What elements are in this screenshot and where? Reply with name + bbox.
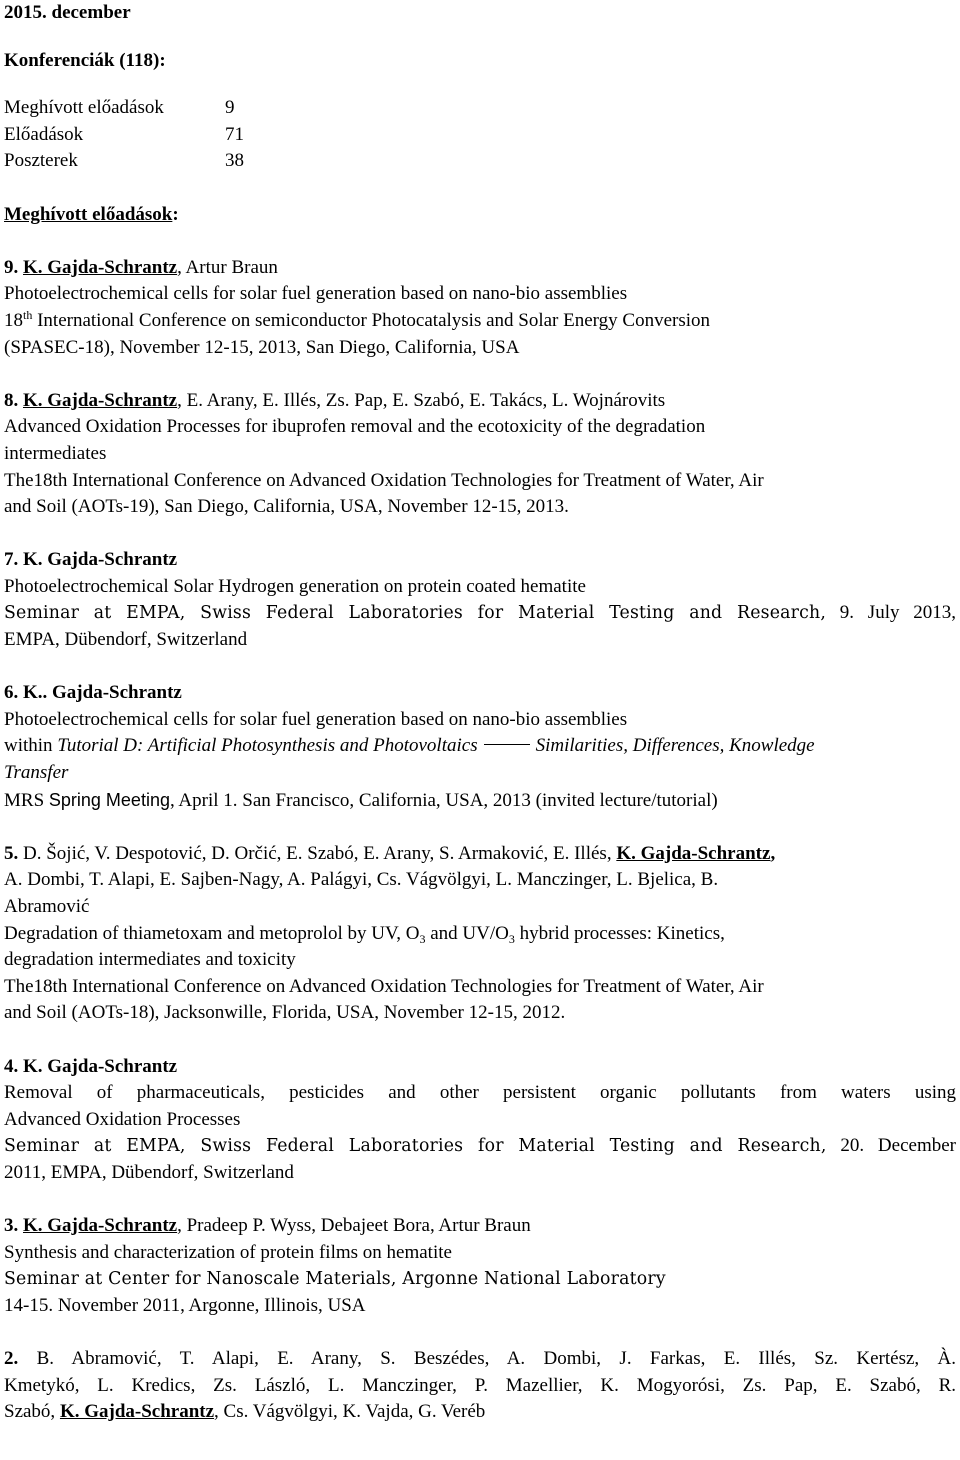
tutorial-subtitle: Similarities, Differences, Knowledge [535,735,815,757]
entry-meeting [4,787,956,815]
subscript: 3 [419,931,426,946]
entry-authors-cont [4,1399,956,1426]
count-label: Előadások [4,123,84,145]
invited-section-heading [4,202,956,229]
ordinal-suffix: th [23,307,33,322]
entry-title: Removal of pharmaceuticals, pesticides and other persistent organic pollutants from waters using [4,1082,956,1104]
subscript: 3 [508,931,515,946]
entry-number: 2. [4,1348,19,1370]
entry-number: 8. [4,389,23,411]
section-title: Meghívott előadások [4,203,173,225]
entry-conference: The18th International Conference on Advanced Oxidation Technologies for Treatment of Water, Air [4,469,764,491]
conf-name: International Conference on semiconductor Photocatalysis and Solar Energy Conversion [32,309,711,331]
entry-title-cont: intermediates [4,442,107,464]
section-title-colon: : [172,203,179,225]
highlighted-author: K. Gajda-Schrantz [23,256,178,278]
co-authors: , Cs. Vágvölgyi, K. Vajda, G. Veréb [214,1401,486,1423]
entry-2 [4,1346,956,1426]
entry-title: Photoelectrochemical Solar Hydrogen generation on protein coated hematite [4,575,586,597]
entry-venue-cont: 2011, EMPA, Dübendorf, Switzerland [4,1161,294,1183]
entry-authors [4,1346,956,1373]
co-authors: , Artur Braun [177,256,278,278]
meeting-date-location: , April 1. San Francisco, California, USA, 2013 (invited lecture/tutorial) [169,789,718,811]
count-row-posters [4,148,956,175]
tutorial-name: Tutorial D: Artificial Photosynthesis and Photovoltaics [57,735,478,757]
entry-6 [4,680,956,814]
entry-title [4,921,956,948]
entry-tutorial [4,733,956,760]
count-value: 9 [225,97,235,119]
entry-7 [4,547,956,653]
co-authors: Szabó, [4,1401,60,1423]
entry-conference-cont: (SPASEC-18), November 12-15, 2013, San Diego, California, USA [4,336,520,358]
entry-conference: The18th International Conference on Advanced Oxidation Technologies for Treatment of Water, Air [4,975,764,997]
venue-date: 20. December [826,1135,956,1157]
highlighted-author: K. Gajda-Schrantz [23,389,178,411]
entry-title: Photoelectrochemical cells for solar fuel generation based on nano-bio assemblies [4,283,628,305]
entry-conference-cont: and Soil (AOTs-19), San Diego, California, USA, November 12-15, 2013. [4,496,569,518]
entry-authors: 7. K. Gajda-Schrantz [4,549,178,571]
co-authors: , E. Arany, E. Illés, Zs. Pap, E. Szabó, E. Takács, L. Wojnárovits [177,389,666,411]
em-dash [484,744,530,745]
co-authors: B. Abramović, T. Alapi, E. Arany, S. Beszédes, A. Dombi, J. Farkas, E. Illés, Sz. Kertész, À. [18,1348,956,1370]
entry-title: Photoelectrochemical cells for solar fuel generation based on nano-bio assemblies [4,708,628,730]
entry-5 [4,841,956,1027]
document-date: 2015. december [4,2,131,23]
highlighted-author: K. Gajda-Schrantz [59,1401,215,1423]
co-authors: D. Šojić, V. Despotović, D. Orčić, E. Szabó, E. Arany, S. Armaković, E. Illés, [18,842,617,864]
count-row-invited [4,95,956,122]
co-authors: , Pradeep P. Wyss, Debajeet Bora, Artur Braun [177,1215,531,1237]
venue-name: Seminar at EMPA, Swiss Federal Laboratories for Material Testing and Research, [4,603,827,624]
title-part: hybrid processes: Kinetics, [514,922,725,944]
venue-date: 9. July 2013, [826,602,956,624]
entry-number: 5. [4,842,19,864]
entry-title: Synthesis and characterization of protein films on hematite [4,1241,452,1263]
within-text: within [4,735,58,757]
venue-name: Seminar at EMPA, Swiss Federal Laboratories for Material Testing and Research, [4,1136,827,1157]
entry-number: 3. [4,1215,23,1237]
entry-4 [4,1054,956,1187]
entry-conference-cont: and Soil (AOTs-18), Jacksonwille, Florida, USA, November 12-15, 2012. [4,1002,566,1024]
conferences-heading: Konferenciák (118): [4,49,166,71]
entry-title: Advanced Oxidation Processes for ibuprofen removal and the ecotoxicity of the degradation [4,416,706,438]
entry-authors-cont: A. Dombi, T. Alapi, E. Sajben-Nagy, A. Palágyi, Cs. Vágvölgyi, L. Manczinger, L. Bjelica, B. [4,869,719,891]
entry-tutorial-cont: Transfer [4,762,69,784]
highlighted-author: K. Gajda-Schrantz [23,1215,178,1237]
entry-authors: 6. K.. Gajda-Schrantz [4,682,182,704]
entry-venue [4,1133,956,1160]
entry-8 [4,388,956,521]
entry-number: 9. [4,256,23,278]
entry-authors-cont: Abramović [4,896,90,917]
entry-3 [4,1213,956,1319]
count-label: Meghívott előadások [4,97,164,119]
count-label: Poszterek [4,150,78,172]
entry-authors [4,1213,956,1240]
counts-list [4,95,956,175]
entry-venue-cont: EMPA, Dübendorf, Switzerland [4,629,248,651]
entry-9 [4,255,956,361]
entry-venue [4,600,956,627]
entry-authors-cont: Kmetykó, L. Kredics, Zs. László, L. Manczinger, P. Mazellier, K. Mogyorósi, Zs. Pap, E. Szabó, R. [4,1374,956,1396]
conf-ordinal: 18 [4,309,23,331]
entry-authors: 4. K. Gajda-Schrantz [4,1055,178,1077]
entry-authors [4,388,956,415]
meeting-org: MRS [4,789,49,811]
highlighted-author: K. Gajda-Schrantz [616,842,771,864]
entry-date-location: 14-15. November 2011, Argonne, Illinois, USA [4,1294,366,1316]
entry-venue: Seminar at Center for Nanoscale Materials, Argonne National Laboratory [4,1269,666,1290]
title-part: and UV/O [425,922,509,944]
title-part: Degradation of thiametoxam and metoprolol by UV, O [4,922,420,944]
entry-conference [4,308,956,335]
count-row-talks [4,122,956,149]
entry-title-cont: Advanced Oxidation Processes [4,1108,241,1130]
entry-authors [4,841,956,868]
count-value: 38 [225,150,244,172]
count-value: 71 [225,123,244,145]
entry-authors [4,255,956,282]
author-comma: , [770,842,776,864]
meeting-name: Spring Meeting [48,789,170,810]
entry-title-cont: degradation intermediates and toxicity [4,949,296,971]
